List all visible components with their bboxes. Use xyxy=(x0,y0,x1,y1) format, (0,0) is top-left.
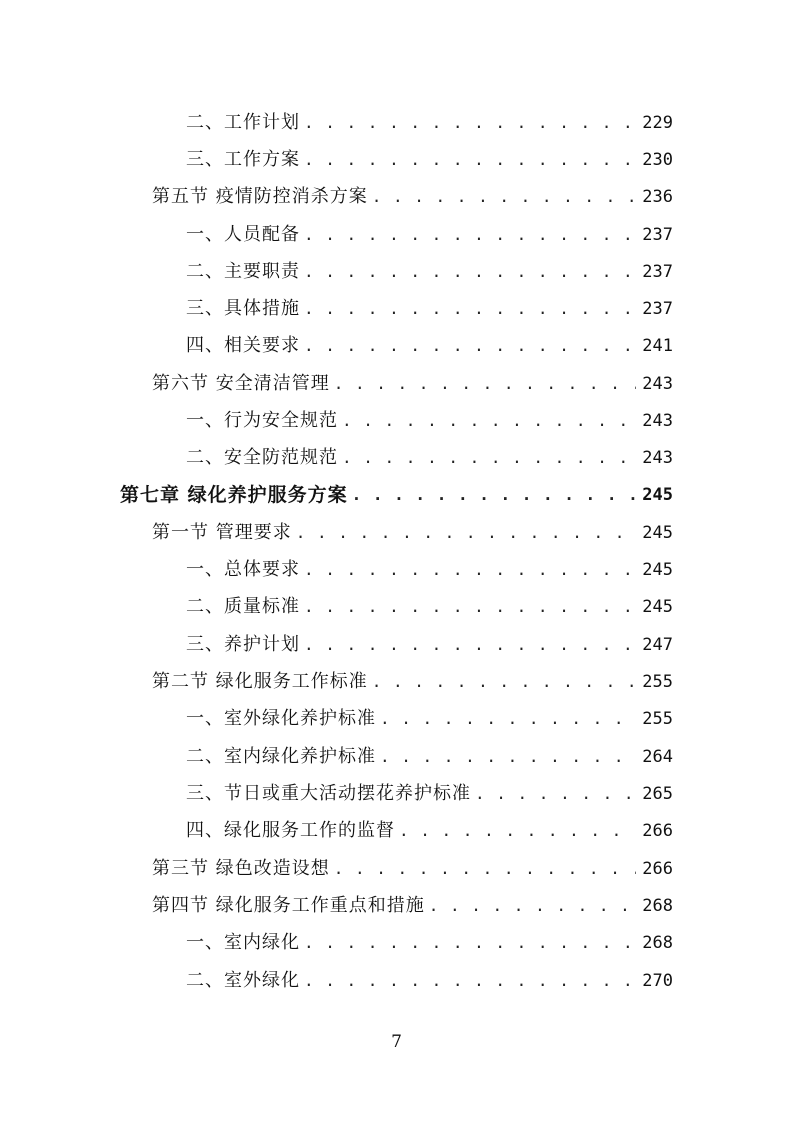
toc-entry-title: 二、安全防范规范 xyxy=(186,447,338,468)
toc-entry-page: 266 xyxy=(642,821,673,841)
dot-leader xyxy=(352,484,637,506)
dot-leader xyxy=(304,970,636,992)
toc-entry[interactable] xyxy=(186,141,673,171)
page-number: 7 xyxy=(391,1032,402,1052)
toc-entry[interactable] xyxy=(186,812,673,842)
toc-entry-page: 265 xyxy=(642,784,673,804)
toc-entry-title: 二、室内绿化养护标准 xyxy=(186,746,376,767)
toc-entry-page: 237 xyxy=(642,299,673,319)
toc-entry[interactable] xyxy=(152,887,673,917)
toc-entry-title: 第六节 安全清洁管理 xyxy=(152,373,330,394)
toc-entry-page: 230 xyxy=(642,150,673,170)
toc-entry-title: 三、节日或重大活动摆花养护标准 xyxy=(186,783,471,804)
dot-leader xyxy=(304,634,636,656)
dot-leader xyxy=(380,746,636,768)
toc-entry-title: 一、室外绿化养护标准 xyxy=(186,708,376,729)
toc-entry[interactable] xyxy=(186,439,673,469)
toc-entry-page: 243 xyxy=(642,448,673,468)
toc-entry-page: 245 xyxy=(642,485,673,505)
toc-entry-title: 一、室内绿化 xyxy=(186,932,300,953)
toc-entry-title: 第二节 绿化服务工作标准 xyxy=(152,671,368,692)
toc-entry-title: 第三节 绿色改造设想 xyxy=(152,858,330,879)
toc-entry-page: 255 xyxy=(642,672,673,692)
toc-entry[interactable] xyxy=(186,290,673,320)
toc-entry-title: 四、相关要求 xyxy=(186,335,300,356)
dot-leader xyxy=(399,820,636,842)
dot-leader xyxy=(475,783,636,805)
dot-leader xyxy=(304,335,636,357)
toc-entry[interactable] xyxy=(186,738,673,768)
toc-entry[interactable] xyxy=(186,924,673,954)
dot-leader xyxy=(429,895,637,917)
toc-entry[interactable] xyxy=(152,663,673,693)
toc-entry-title: 第五节 疫情防控消杀方案 xyxy=(152,186,368,207)
toc-entry-page: 236 xyxy=(642,187,673,207)
dot-leader xyxy=(304,149,636,171)
dot-leader xyxy=(372,671,637,693)
dot-leader xyxy=(334,373,637,395)
toc-entry-title: 第一节 管理要求 xyxy=(152,522,292,543)
toc-entry-page: 245 xyxy=(642,560,673,580)
toc-entry[interactable] xyxy=(152,514,673,544)
toc-entry-page: 237 xyxy=(642,262,673,282)
toc-entry[interactable] xyxy=(186,402,673,432)
toc-entry-page: 243 xyxy=(642,374,673,394)
toc-entry-title: 三、具体措施 xyxy=(186,298,300,319)
dot-leader xyxy=(304,596,636,618)
toc-entry-title: 一、总体要求 xyxy=(186,559,300,580)
toc-entry[interactable] xyxy=(186,962,673,992)
toc-entry[interactable] xyxy=(186,104,673,134)
toc-entry[interactable] xyxy=(186,216,673,246)
toc-entry[interactable] xyxy=(186,700,673,730)
toc-entry-page: 245 xyxy=(642,597,673,617)
dot-leader xyxy=(380,708,636,730)
dot-leader xyxy=(304,559,636,581)
toc-entry-page: 266 xyxy=(642,859,673,879)
toc-entry-page: 255 xyxy=(642,709,673,729)
dot-leader xyxy=(334,858,637,880)
toc-entry-page: 229 xyxy=(642,113,673,133)
toc-entry-page: 270 xyxy=(642,971,673,991)
toc-entry-title: 二、室外绿化 xyxy=(186,970,300,991)
toc-entry-page: 243 xyxy=(642,411,673,431)
toc-entry[interactable] xyxy=(152,365,673,395)
toc-entry-title: 三、养护计划 xyxy=(186,634,300,655)
toc-entry-title: 第七章 绿化养护服务方案 xyxy=(120,484,348,506)
toc-entry-title: 一、人员配备 xyxy=(186,224,300,245)
toc-chapter-entry[interactable] xyxy=(120,476,673,506)
toc-entry[interactable] xyxy=(186,775,673,805)
toc-entry-title: 二、主要职责 xyxy=(186,261,300,282)
toc-entry-title: 二、工作计划 xyxy=(186,112,300,133)
toc-entry[interactable] xyxy=(186,626,673,656)
toc-entry-page: 237 xyxy=(642,225,673,245)
toc-entry-title: 三、工作方案 xyxy=(186,149,300,170)
toc-entry[interactable] xyxy=(186,588,673,618)
toc-entry-page: 268 xyxy=(642,896,673,916)
toc-entry-page: 241 xyxy=(642,336,673,356)
dot-leader xyxy=(296,522,637,544)
dot-leader xyxy=(342,410,636,432)
toc-entry-page: 247 xyxy=(642,635,673,655)
dot-leader xyxy=(372,186,637,208)
dot-leader xyxy=(304,112,636,134)
toc-entry-title: 一、行为安全规范 xyxy=(186,410,338,431)
toc-entry-title: 第四节 绿化服务工作重点和措施 xyxy=(152,895,425,916)
toc-entry[interactable] xyxy=(186,327,673,357)
dot-leader xyxy=(304,261,636,283)
toc-entry-page: 264 xyxy=(642,747,673,767)
dot-leader xyxy=(342,447,636,469)
toc-entry[interactable] xyxy=(186,551,673,581)
toc-entry-page: 245 xyxy=(642,523,673,543)
dot-leader xyxy=(304,932,636,954)
toc-entry[interactable] xyxy=(152,850,673,880)
dot-leader xyxy=(304,298,636,320)
toc-entry-page: 268 xyxy=(642,933,673,953)
toc-entry-title: 二、质量标准 xyxy=(186,596,300,617)
toc-entry-title: 四、绿化服务工作的监督 xyxy=(186,820,395,841)
toc-entry[interactable] xyxy=(152,178,673,208)
dot-leader xyxy=(304,224,636,246)
toc-entry[interactable] xyxy=(186,253,673,283)
